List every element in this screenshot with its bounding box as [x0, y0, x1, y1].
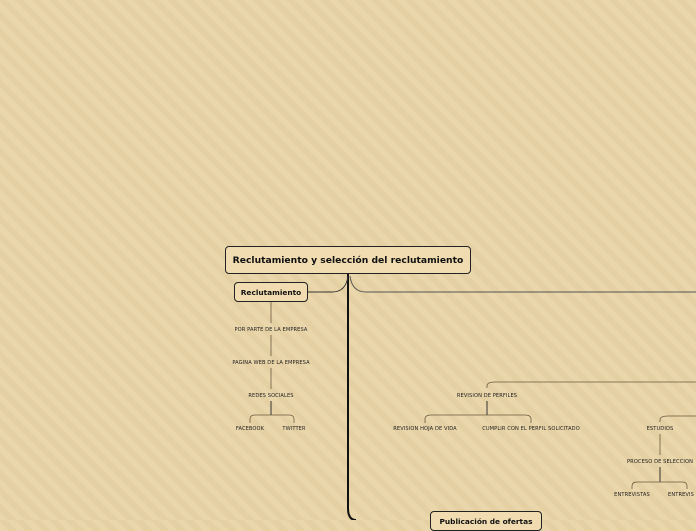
link-estudios [660, 416, 696, 422]
link-right-branch [350, 276, 696, 292]
item-redes-sociales[interactable]: REDES SOCIALES [248, 393, 294, 399]
branch-publicacion[interactable]: Publicación de ofertas [430, 511, 542, 531]
item-facebook[interactable]: FACEBOOK [235, 426, 265, 432]
bracket-redes [250, 415, 294, 423]
item-estudios[interactable]: ESTUDIOS [646, 426, 674, 432]
item-revision-perfiles[interactable]: REVISION DE PERFILES [456, 393, 518, 399]
item-twitter[interactable]: TWITTER [282, 426, 306, 432]
item-por-parte[interactable]: POR PARTE DE LA EMPRESA [234, 327, 308, 333]
item-revision-hoja[interactable]: REVISION HOJA DE VIDA [393, 426, 457, 432]
bracket-proceso [632, 482, 687, 489]
item-proceso-seleccion[interactable]: PROCESO DE SELECCION [627, 459, 693, 465]
item-pagina-web[interactable]: PAGINA WEB DE LA EMPRESA [232, 360, 310, 366]
bracket-revision [425, 415, 531, 423]
link-reclutamiento [308, 276, 348, 292]
root-node[interactable]: Reclutamiento y selección del reclutamiento [225, 246, 471, 274]
item-entrevistas[interactable]: ENTREVISTAS [614, 492, 650, 498]
branch-reclutamiento[interactable]: Reclutamiento [234, 282, 308, 302]
trunk-line [348, 274, 356, 520]
item-cumplir-perfil[interactable]: CUMPLIR CON EL PERFIL SOLICITADO [482, 426, 580, 432]
link-revision-perfiles [487, 382, 696, 388]
item-entrevistas-2[interactable]: ENTREVIS [668, 492, 694, 498]
